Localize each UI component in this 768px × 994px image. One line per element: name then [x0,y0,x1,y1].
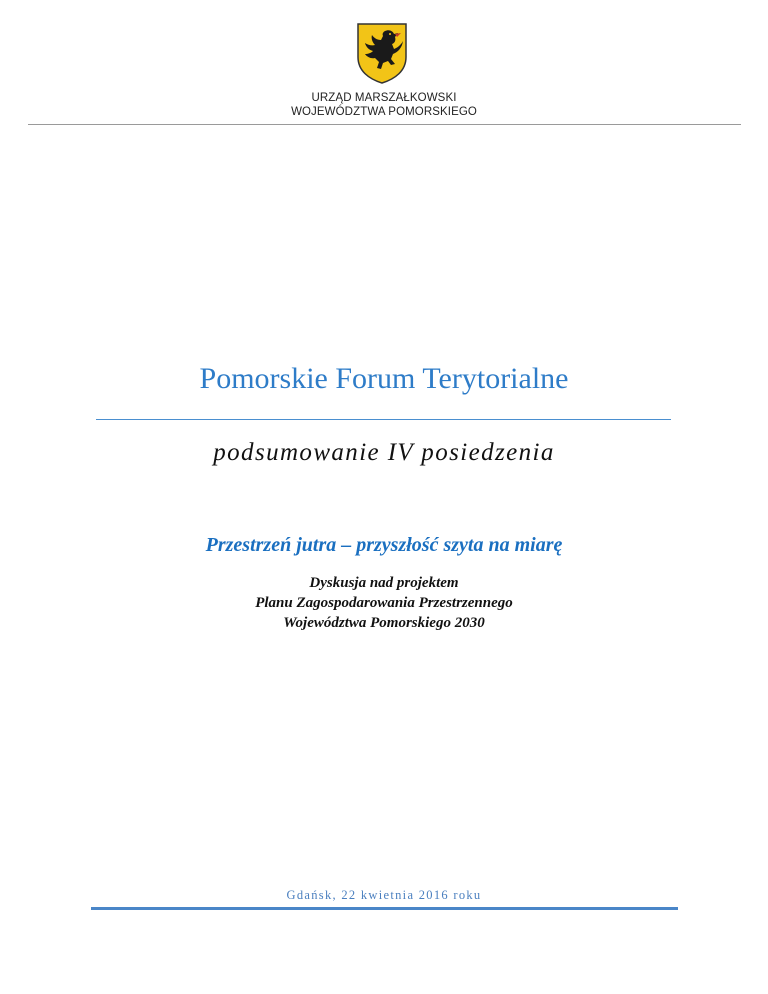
document-title: Pomorskie Forum Terytorialne [199,362,569,395]
topic-description-line: Dyskusja nad projektem [309,575,459,591]
topic-heading: Przestrzeń jutra – przyszłość szyta na miarę [205,534,563,556]
document-subtitle: podsumowanie IV posiedzenia [213,439,555,466]
org-name-line2: WOJEWÓDZTWA POMORSKIEGO [291,106,477,118]
footer-divider [91,907,678,910]
topic-description-line: Planu Zagospodarowania Przestrzennego [255,595,513,611]
title-divider [96,419,671,420]
griffin-crest-icon [355,21,409,85]
document-header [0,0,768,126]
topic-description-line: Województwa Pomorskiego 2030 [283,615,485,631]
header-divider [28,124,741,125]
document-date: Gdańsk, 22 kwietnia 2016 roku [286,888,482,902]
org-name-line1: URZĄD MARSZAŁKOWSKI [311,92,457,104]
